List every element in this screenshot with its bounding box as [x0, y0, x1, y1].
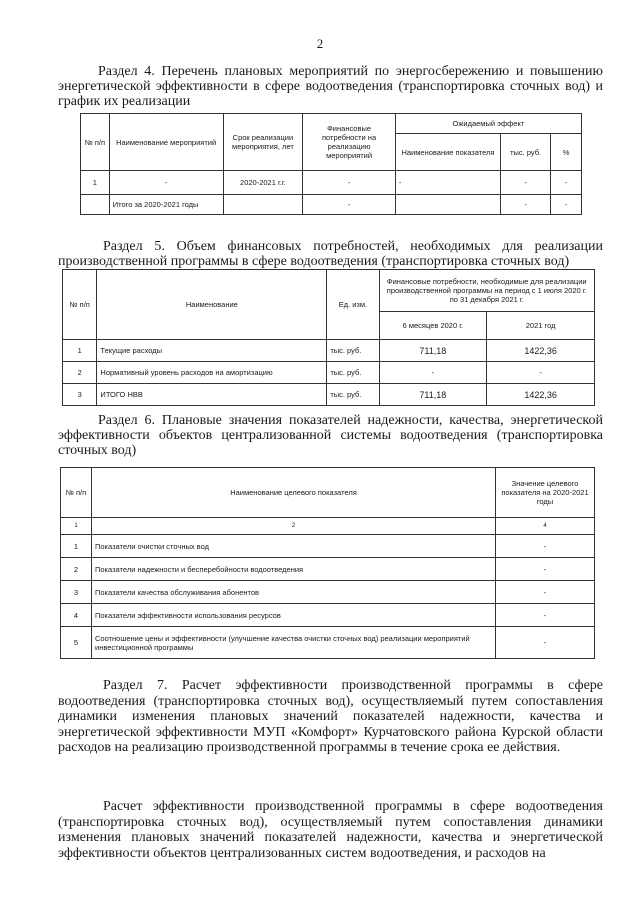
s5-row2-num: 2: [63, 362, 97, 384]
table-row: [81, 195, 582, 215]
section4-table: [80, 113, 582, 215]
s6-row1-num: 1: [61, 535, 92, 558]
s4-row1-term: 2020-2021 г.г.: [223, 171, 303, 195]
s5-row2-v1: -: [379, 362, 487, 384]
s6-row2-name: Показатели надежности и бесперебойности водоотведения: [92, 558, 496, 581]
s4-header-finance: Финансовые потребности на реализацию мероприятий: [303, 114, 396, 171]
s5-row3-unit: тыс. руб.: [327, 384, 379, 406]
s5-row1-num: 1: [63, 340, 97, 362]
s4-row1-num: 1: [81, 171, 110, 195]
s5-header-period1: 6 месяцев 2020 г.: [379, 312, 487, 340]
s5-row1-v2: 1422,36: [487, 340, 595, 362]
s4-header-pct: %: [551, 134, 582, 171]
s5-header-period2: 2021 год: [487, 312, 595, 340]
s4-row2-name: Итого за 2020-2021 годы: [109, 195, 223, 215]
s6-header-value: Значение целевого показателя на 2020-2021 годы: [496, 468, 595, 518]
table-row: [61, 627, 595, 659]
s6-row3-num: 3: [61, 581, 92, 604]
section6-table: [60, 467, 595, 659]
s6-row5-name: Соотношение цены и эффективности (улучшение качества очистки сточных вод) реализации мероприятий инвестиционной программы: [92, 627, 496, 659]
s5-header-num: № п/п: [63, 270, 97, 340]
s6-row1-name: Показатели очистки сточных вод: [92, 535, 496, 558]
s6-index-1: 1: [61, 518, 92, 535]
table-row: [61, 535, 595, 558]
page-number: 2: [316, 36, 324, 51]
s4-header-num: № п/п: [81, 114, 110, 171]
s6-row5-value: -: [496, 627, 595, 659]
s6-index-3: 4: [496, 518, 595, 535]
s5-header-unit: Ед. изм.: [327, 270, 379, 340]
s5-row3-v1: 711,18: [379, 384, 487, 406]
section4-heading: Раздел 4. Перечень плановых мероприятий по энергосбережению и повышению энергетической эффективности в сфере водоотведения (транспортировка сточных вод) и график их реализации: [58, 64, 603, 109]
table-row: [61, 581, 595, 604]
s6-row4-num: 4: [61, 604, 92, 627]
s4-row2-pct: -: [551, 195, 582, 215]
s4-row1-finance: -: [303, 171, 396, 195]
s5-row3-num: 3: [63, 384, 97, 406]
section6-heading: Раздел 6. Плановые значения показателей надежности, качества, энергетической эффективности объектов централизованной системы водоотведения (транспортировка сточных вод): [58, 413, 603, 458]
s4-row2-rub: -: [501, 195, 551, 215]
s5-header-name: Наименование: [97, 270, 327, 340]
s4-header-term: Срок реализации мероприятия, лет: [223, 114, 303, 171]
s6-row5-num: 5: [61, 627, 92, 659]
s5-row1-v1: 711,18: [379, 340, 487, 362]
s4-row1-name: -: [109, 171, 223, 195]
s5-row2-unit: тыс. руб.: [327, 362, 379, 384]
s5-row1-unit: тыс. руб.: [327, 340, 379, 362]
s6-row4-name: Показатели эффективности использования ресурсов: [92, 604, 496, 627]
s4-header-indicator: Наименование показателя: [395, 134, 500, 171]
s4-header-effect: Ожидаемый эффект: [395, 114, 581, 134]
s5-header-finance: Финансовые потребности, необходимые для реализации производственной программы на период с 1 июля 2020 г. по 31 декабря 2021 г.: [379, 270, 595, 312]
s5-row1-name: Текущие расходы: [97, 340, 327, 362]
s4-header-rub: тыс. руб.: [501, 134, 551, 171]
s6-row2-num: 2: [61, 558, 92, 581]
section5-heading: Раздел 5. Объем финансовых потребностей, необходимых для реализации производственной программы в сфере водоотведения (транспортировка сточных вод): [58, 239, 603, 269]
section7-paragraph-1: Раздел 7. Расчет эффективности производственной программы в сфере водоотведения (транспортировка сточных вод), осуществляемый путем сопоставления динамики изменения плановых значений показателей надежности, качества и энергетической эффективности МУП «Комфорт» Курчатовского района Курской области расходов на реализацию производственной программы в течение срока ее действия.: [58, 678, 603, 755]
s4-row2-num: [81, 195, 110, 215]
s6-index-2: 2: [92, 518, 496, 535]
s5-row2-v2: -: [487, 362, 595, 384]
s6-row3-name: Показатели качества обслуживания абонентов: [92, 581, 496, 604]
table-row: [63, 384, 595, 406]
s5-row3-v2: 1422,36: [487, 384, 595, 406]
s4-row1-pct: -: [551, 171, 582, 195]
s6-row4-value: -: [496, 604, 595, 627]
table-row: [63, 340, 595, 362]
table-row: [63, 362, 595, 384]
table-row: [61, 604, 595, 627]
table-row: [61, 558, 595, 581]
s4-row2-finance: -: [303, 195, 396, 215]
s5-row3-name: ИТОГО НВВ: [97, 384, 327, 406]
s6-header-name: Наименование целевого показателя: [92, 468, 496, 518]
s5-row2-name: Нормативный уровень расходов на амортизацию: [97, 362, 327, 384]
s4-row2-term: [223, 195, 303, 215]
s4-row1-rub: -: [501, 171, 551, 195]
section5-table: [62, 269, 595, 406]
s6-row2-value: -: [496, 558, 595, 581]
section7-paragraph-2: Расчет эффективности производственной программы в сфере водоотведения (транспортировка сточных вод), осуществляемый путем сопоставления динамики изменения плановых значений показателей надежности, качества и энергетической эффективности объектов централизованных систем водоотведения, и расходов на: [58, 799, 603, 861]
s4-header-name: Наименование мероприятий: [109, 114, 223, 171]
s4-row2-indicator: [395, 195, 500, 215]
s6-header-num: № п/п: [61, 468, 92, 518]
s6-row1-value: -: [496, 535, 595, 558]
s4-row1-indicator: -: [395, 171, 500, 195]
table-row: [81, 171, 582, 195]
s6-row3-value: -: [496, 581, 595, 604]
